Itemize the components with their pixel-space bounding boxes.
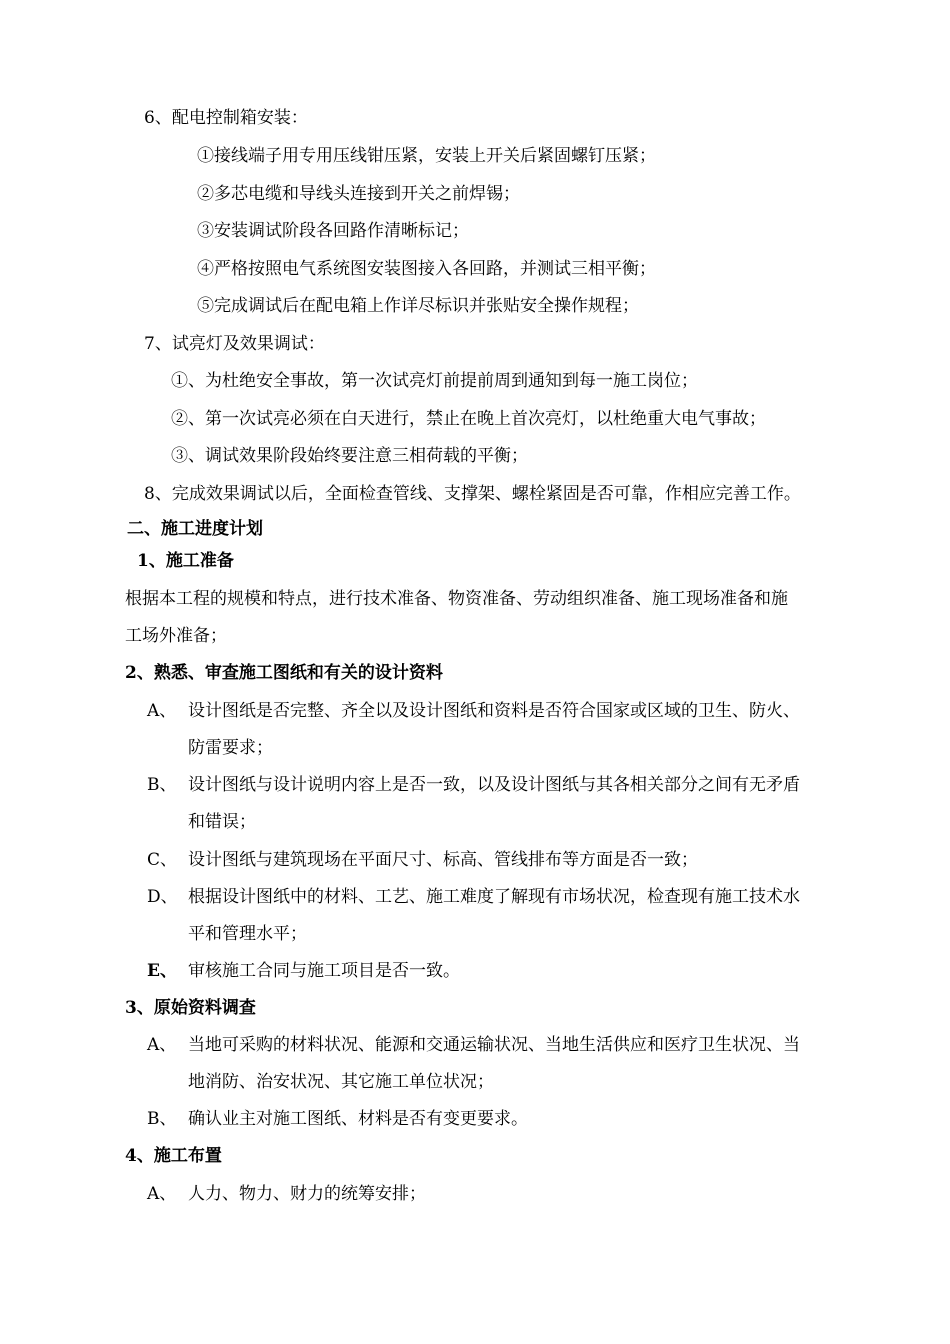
section-6-item-3: ③安装调试阶段各回路作清晰标记； bbox=[197, 221, 469, 241]
s2-item-d-line-1: 根据设计图纸中的材料、工艺、施工难度了解现有市场状况，检查现有施工技术水 bbox=[188, 887, 800, 907]
section-6-heading: 6、配电控制箱安装： bbox=[144, 108, 308, 128]
s3-item-a-line-2: 地消防、治安状况、其它施工单位状况； bbox=[188, 1072, 494, 1092]
section-7-item-1: ①、为杜绝安全事故，第一次试亮灯前提前周到通知到每一施工岗位； bbox=[171, 371, 698, 391]
section-8-text: 8、完成效果调试以后，全面检查管线、支撑架、螺栓紧固是否可靠，作相应完善工作。 bbox=[144, 484, 801, 504]
s2-item-c-line-1: 设计图纸与建筑现场在平面尺寸、标高、管线排布等方面是否一致； bbox=[188, 850, 698, 870]
s2-item-e-line-1: 审核施工合同与施工项目是否一致。 bbox=[188, 961, 460, 981]
s2-item-a-marker: A、 bbox=[147, 701, 177, 721]
s2-item-a-line-2: 防雷要求； bbox=[188, 738, 273, 758]
s3-heading: 3、原始资料调查 bbox=[125, 998, 256, 1018]
section-6-item-2: ②多芯电缆和导线头连接到开关之前焊锡； bbox=[197, 184, 520, 204]
s2-item-c-marker: C、 bbox=[147, 850, 178, 870]
section-7-heading: 7、试亮灯及效果调试： bbox=[144, 334, 325, 354]
s3-item-a-marker: A、 bbox=[147, 1035, 177, 1055]
section-6-item-5: ⑤完成调试后在配电箱上作详尽标识并张贴安全操作规程； bbox=[197, 296, 639, 316]
s2-item-d-marker: D、 bbox=[147, 887, 178, 907]
part-2-heading: 二、施工进度计划 bbox=[127, 519, 263, 539]
s3-item-b-marker: B、 bbox=[147, 1109, 177, 1129]
section-7-item-2: ②、第一次试亮必须在白天进行，禁止在晚上首次亮灯，以杜绝重大电气事故； bbox=[171, 409, 766, 429]
s2-item-d-line-2: 平和管理水平； bbox=[188, 924, 307, 944]
s2-item-b-marker: B、 bbox=[147, 775, 177, 795]
s4-heading: 4、施工布置 bbox=[125, 1146, 222, 1166]
s3-item-b-line-1: 确认业主对施工图纸、材料是否有变更要求。 bbox=[188, 1109, 528, 1129]
section-6-item-1: ①接线端子用专用压线钳压紧，安装上开关后紧固螺钉压紧； bbox=[197, 146, 656, 166]
s1-paragraph-line-2: 工场外准备； bbox=[125, 626, 227, 646]
s3-item-a-line-1: 当地可采购的材料状况、能源和交通运输状况、当地生活供应和医疗卫生状况、当 bbox=[188, 1035, 800, 1055]
section-7-item-3: ③、调试效果阶段始终要注意三相荷载的平衡； bbox=[171, 446, 528, 466]
s4-item-a-line-1: 人力、物力、财力的统筹安排； bbox=[188, 1184, 426, 1204]
s2-item-a-line-1: 设计图纸是否完整、齐全以及设计图纸和资料是否符合国家或区域的卫生、防火、 bbox=[188, 701, 800, 721]
s2-item-e-marker: E、 bbox=[147, 961, 177, 981]
section-6-item-4: ④严格按照电气系统图安装图接入各回路，并测试三相平衡； bbox=[197, 259, 656, 279]
s2-item-b-line-1: 设计图纸与设计说明内容上是否一致，以及设计图纸与其各相关部分之间有无矛盾 bbox=[188, 775, 800, 795]
s2-heading: 2、熟悉、审查施工图纸和有关的设计资料 bbox=[125, 663, 443, 683]
s1-heading: 1、施工准备 bbox=[137, 551, 234, 571]
s1-paragraph-line-1: 根据本工程的规模和特点，进行技术准备、物资准备、劳动组织准备、施工现场准备和施 bbox=[125, 589, 788, 609]
s2-item-b-line-2: 和错误； bbox=[188, 812, 256, 832]
s4-item-a-marker: A、 bbox=[147, 1184, 177, 1204]
